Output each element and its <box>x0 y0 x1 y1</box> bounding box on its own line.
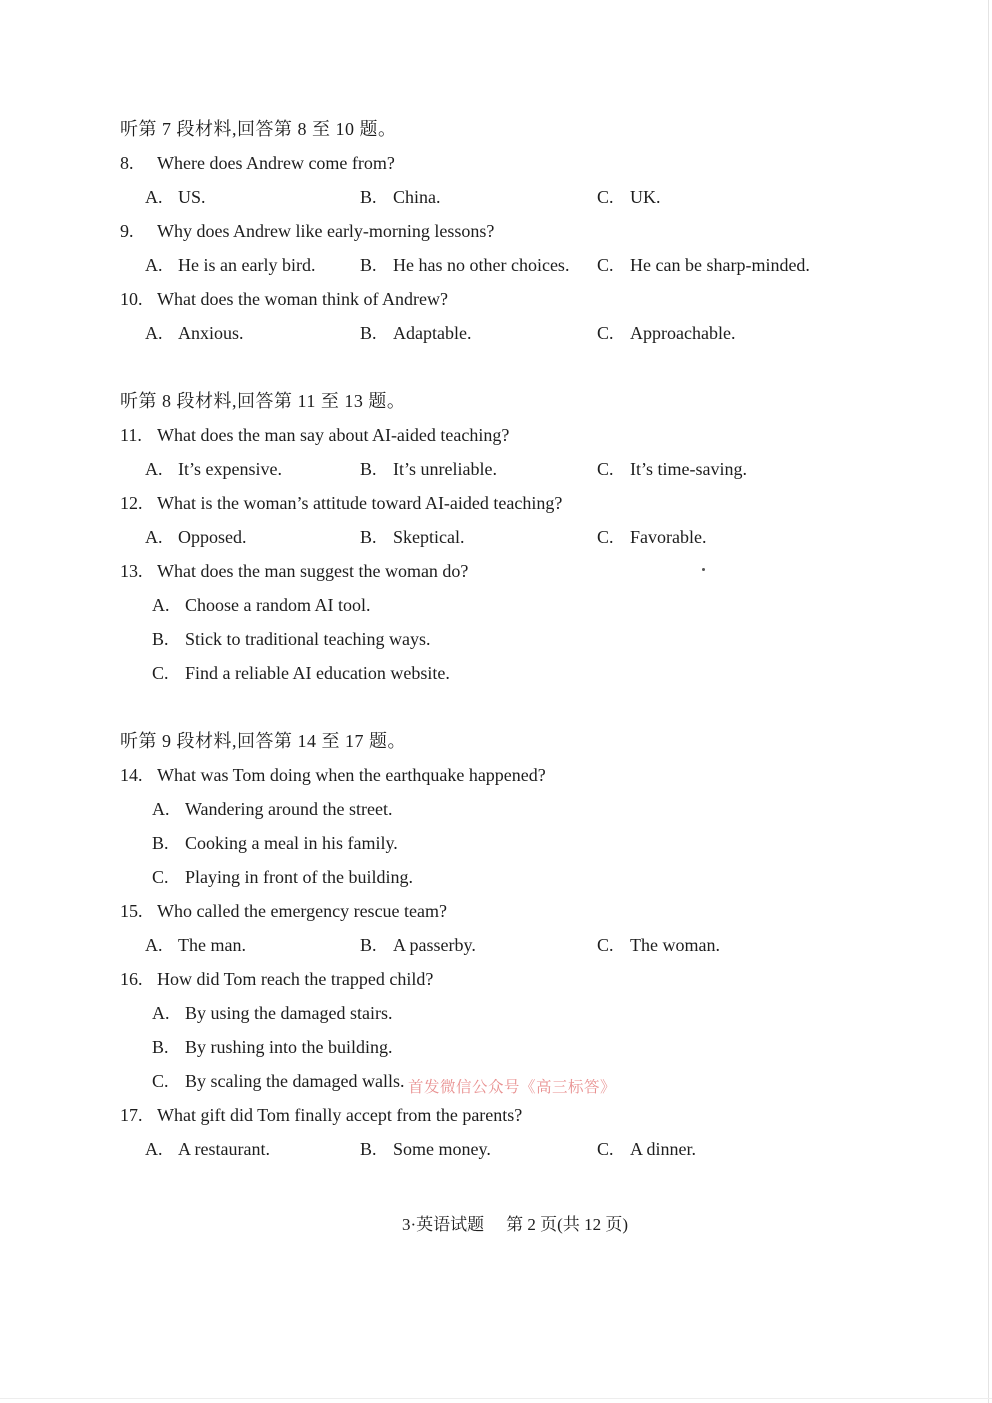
question-14-options <box>120 792 992 894</box>
option-label: C. <box>152 867 169 887</box>
question-text: What is the woman’s attitude toward AI-aided teaching? <box>157 493 563 513</box>
option-text: Skeptical. <box>393 527 465 547</box>
question-number: 13. <box>120 561 143 581</box>
option-a <box>120 996 992 1030</box>
option-a <box>120 588 992 622</box>
question-number: 17. <box>120 1105 143 1125</box>
option-a <box>145 1132 360 1166</box>
option-text: The woman. <box>630 935 720 955</box>
question-number: 10. <box>120 289 143 309</box>
option-label: B. <box>360 323 377 343</box>
option-c <box>597 928 720 962</box>
option-c <box>597 316 735 350</box>
question-text: Why does Andrew like early-morning lessons? <box>157 221 495 241</box>
option-text: US. <box>178 187 206 207</box>
option-a <box>145 452 360 486</box>
option-b <box>120 826 992 860</box>
question-text: What gift did Tom finally accept from the parents? <box>157 1105 523 1125</box>
option-a <box>145 248 360 282</box>
wechat-watermark: 首发微信公众号《高三标答》 <box>408 1079 617 1096</box>
question-12-options <box>120 520 992 554</box>
option-text: Choose a random AI tool. <box>185 595 371 615</box>
option-label: A. <box>152 1003 170 1023</box>
option-label: A. <box>145 255 163 275</box>
footer-page-number: 第 2 页(共 12 页) <box>506 1215 628 1234</box>
option-c <box>597 180 661 214</box>
question-17-options <box>120 1132 992 1166</box>
option-b <box>360 520 597 554</box>
question-number: 14. <box>120 765 143 785</box>
question-13 <box>120 554 992 588</box>
option-text: Some money. <box>393 1139 491 1159</box>
option-b <box>360 316 597 350</box>
option-text: He has no other choices. <box>393 255 570 275</box>
option-text: Cooking a meal in his family. <box>185 833 398 853</box>
question-15 <box>120 894 992 928</box>
option-label: B. <box>360 1139 377 1159</box>
question-text: What does the man say about AI-aided teaching? <box>157 425 510 445</box>
option-label: B. <box>152 1037 169 1057</box>
question-15-options <box>120 928 992 962</box>
page-footer <box>0 1208 992 1242</box>
option-text: Adaptable. <box>393 323 472 343</box>
option-b <box>360 928 597 962</box>
option-a <box>120 792 992 826</box>
option-text: Opposed. <box>178 527 247 547</box>
option-label: C. <box>597 935 614 955</box>
question-number: 11. <box>120 425 142 445</box>
question-14 <box>120 758 992 792</box>
option-c <box>120 656 992 690</box>
option-a <box>145 180 360 214</box>
footer-paper-title: 3·英语试题 <box>402 1215 485 1234</box>
option-label: C. <box>597 255 614 275</box>
option-text: Wandering around the street. <box>185 799 393 819</box>
option-b <box>120 622 992 656</box>
question-8 <box>120 146 992 180</box>
option-text: Approachable. <box>630 323 736 343</box>
option-text: Find a reliable AI education website. <box>185 663 450 683</box>
option-b <box>360 248 597 282</box>
option-text: By using the damaged stairs. <box>185 1003 393 1023</box>
option-label: B. <box>360 255 377 275</box>
option-text: A dinner. <box>630 1139 696 1159</box>
option-text: He is an early bird. <box>178 255 316 275</box>
question-text: What was Tom doing when the earthquake happened? <box>157 765 546 785</box>
question-number: 12. <box>120 493 143 513</box>
option-label: C. <box>152 663 169 683</box>
option-text: By scaling the damaged walls. <box>185 1071 405 1091</box>
option-label: C. <box>597 459 614 479</box>
scan-edge-bottom <box>0 1398 992 1399</box>
option-text: Playing in front of the building. <box>185 867 413 887</box>
option-label: C. <box>597 1139 614 1159</box>
question-text: Who called the emergency rescue team? <box>157 901 448 921</box>
question-number: 9. <box>120 221 134 241</box>
option-c <box>597 1132 696 1166</box>
option-b <box>360 180 597 214</box>
section-gap <box>120 350 992 384</box>
question-13-options <box>120 588 992 690</box>
question-8-options <box>120 180 992 214</box>
question-17 <box>120 1098 992 1132</box>
question-10-options <box>120 316 992 350</box>
question-text: What does the man suggest the woman do? <box>157 561 469 581</box>
option-a <box>145 520 360 554</box>
option-label: C. <box>597 323 614 343</box>
scan-edge-right <box>988 0 989 1403</box>
question-11 <box>120 418 992 452</box>
section-gap <box>120 690 992 724</box>
option-a <box>145 928 360 962</box>
option-text: UK. <box>630 187 661 207</box>
option-b <box>360 452 597 486</box>
option-text: By rushing into the building. <box>185 1037 393 1057</box>
option-label: A. <box>152 595 170 615</box>
option-text: The man. <box>178 935 246 955</box>
option-label: B. <box>152 833 169 853</box>
option-text: A restaurant. <box>178 1139 270 1159</box>
option-c <box>597 248 810 282</box>
option-label: A. <box>145 1139 163 1159</box>
question-12 <box>120 486 992 520</box>
listening-section-9 <box>120 724 992 1166</box>
question-10 <box>120 282 992 316</box>
question-text: How did Tom reach the trapped child? <box>157 969 434 989</box>
option-label: B. <box>360 527 377 547</box>
option-label: C. <box>152 1071 169 1091</box>
question-number: 16. <box>120 969 143 989</box>
option-b <box>120 1030 992 1064</box>
section-header: 听第 7 段材料,回答第 8 至 10 题。 <box>120 119 397 139</box>
option-text: A passerby. <box>393 935 476 955</box>
option-c <box>120 860 992 894</box>
option-text: China. <box>393 187 441 207</box>
option-text: Anxious. <box>178 323 244 343</box>
question-11-options <box>120 452 992 486</box>
option-label: A. <box>145 935 163 955</box>
question-text: What does the woman think of Andrew? <box>157 289 448 309</box>
option-b <box>360 1132 597 1166</box>
section-header: 听第 9 段材料,回答第 14 至 17 题。 <box>120 731 406 751</box>
option-label: A. <box>145 459 163 479</box>
question-9 <box>120 214 992 248</box>
option-label: A. <box>152 799 170 819</box>
option-c <box>597 452 747 486</box>
option-text: It’s expensive. <box>178 459 282 479</box>
option-text: He can be sharp-minded. <box>630 255 810 275</box>
question-text: Where does Andrew come from? <box>157 153 395 173</box>
option-label: B. <box>360 459 377 479</box>
scan-artifact-dot <box>702 568 705 571</box>
listening-section-7 <box>120 112 992 350</box>
option-label: B. <box>360 187 377 207</box>
listening-section-8 <box>120 384 992 690</box>
question-9-options <box>120 248 992 282</box>
option-label: B. <box>152 629 169 649</box>
option-label: A. <box>145 527 163 547</box>
question-16 <box>120 962 992 996</box>
option-label: C. <box>597 527 614 547</box>
option-label: B. <box>360 935 377 955</box>
option-text: It’s time-saving. <box>630 459 747 479</box>
option-text: It’s unreliable. <box>393 459 497 479</box>
option-text: Stick to traditional teaching ways. <box>185 629 431 649</box>
section-header: 听第 8 段材料,回答第 11 至 13 题。 <box>120 391 406 411</box>
option-label: A. <box>145 323 163 343</box>
question-number: 15. <box>120 901 143 921</box>
option-text: Favorable. <box>630 527 707 547</box>
question-number: 8. <box>120 153 134 173</box>
option-c <box>597 520 706 554</box>
option-label: C. <box>597 187 614 207</box>
option-label: A. <box>145 187 163 207</box>
option-a <box>145 316 360 350</box>
